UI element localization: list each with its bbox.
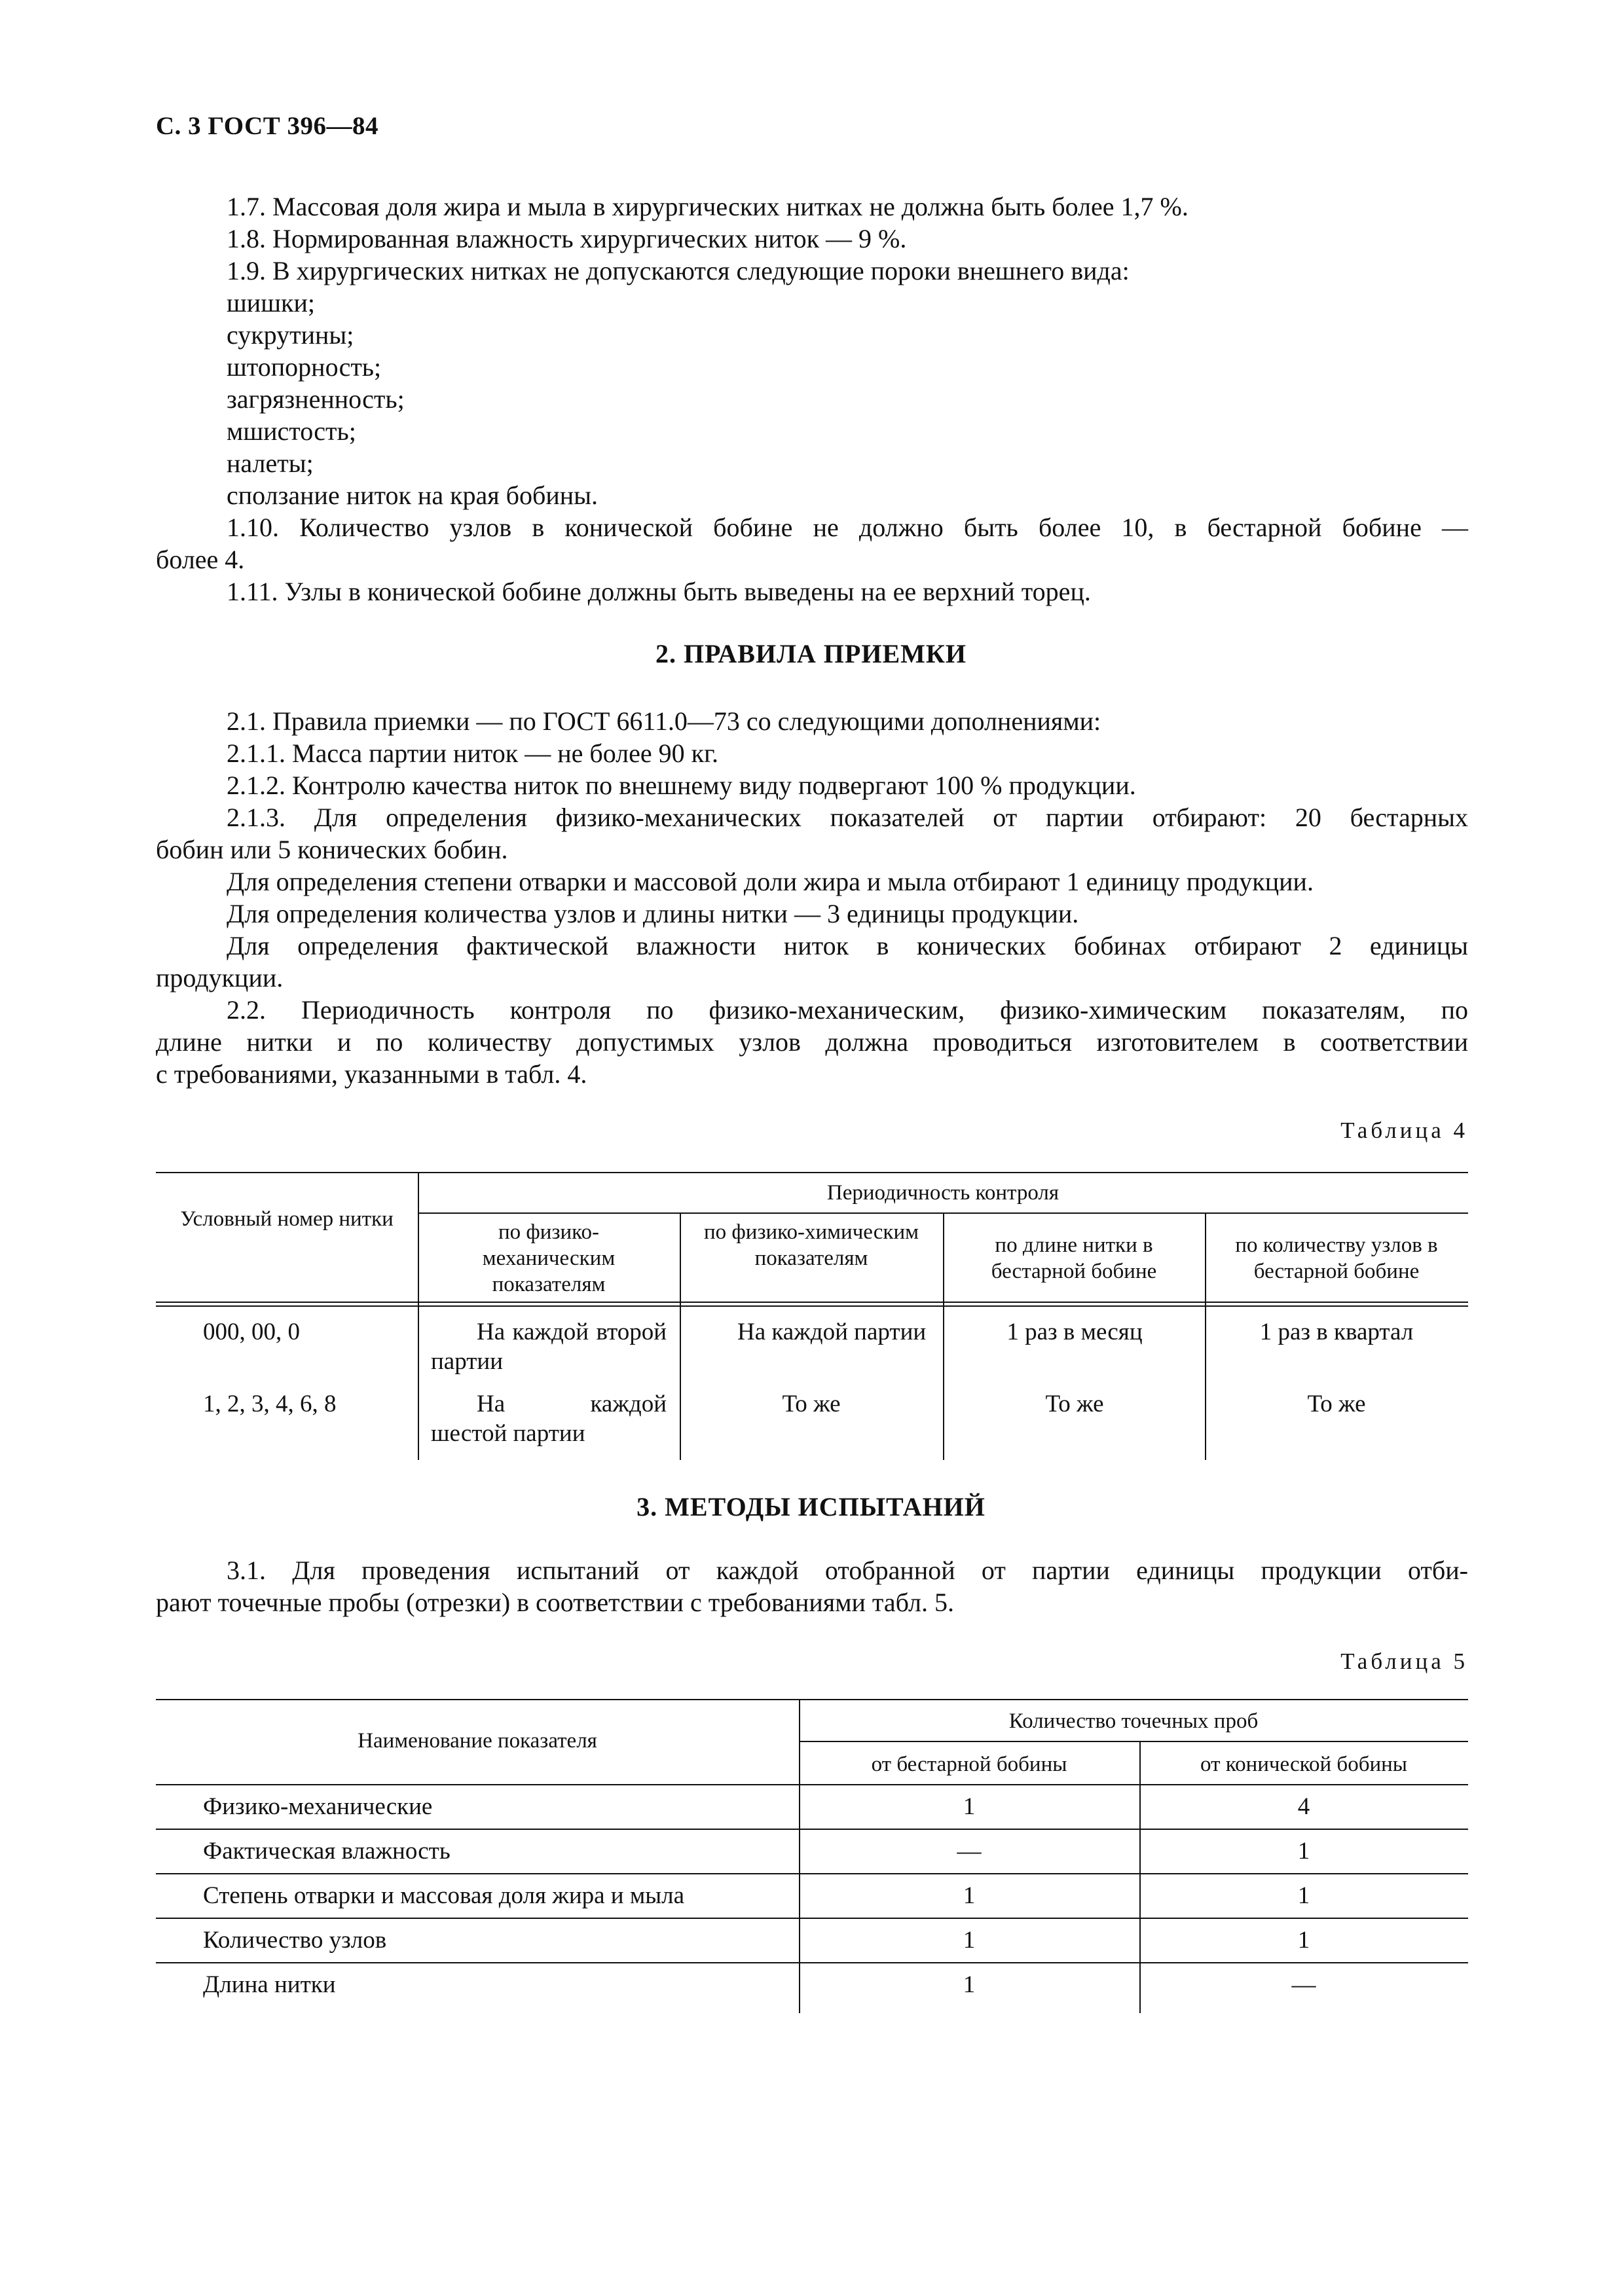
table-header-col0: Условный номер нитки	[180, 1207, 394, 1231]
table-cell: Физико-механические	[203, 1793, 433, 1820]
table-cell: 1	[963, 1793, 976, 1820]
clause-2-2-cont: с требованиями, указанными в табл. 4.	[156, 1059, 587, 1089]
defect-item: налеты;	[227, 448, 314, 478]
table-cell: Степень отварки и массовая доля жира и мыла	[203, 1882, 685, 1909]
clause-1-8: 1.8. Нормированная влажность хирургических ниток — 9 %.	[227, 224, 907, 253]
clause-2-2-cont: длине нитки и по количеству допустимых узлов должна проводиться изготовителем в соответствии	[156, 1027, 1468, 1057]
table-rule	[418, 1172, 419, 1460]
table-cell: На каждой партии	[737, 1319, 927, 1345]
table-header-col4: по количеству узлов в бестарной бобине	[1235, 1233, 1438, 1283]
clause-3-1: 3.1. Для проведения испытаний от каждой отобранной от партии единицы продукции отби-	[227, 1556, 1468, 1585]
table-rule	[156, 1305, 1468, 1307]
table-cell: То же	[1307, 1391, 1366, 1417]
defect-item: шишки;	[227, 288, 315, 318]
defect-item: штопорность;	[227, 352, 382, 382]
clause-1-9: 1.9. В хирургических нитках не допускаются следующие пороки внешнего вида:	[227, 256, 1130, 285]
clause-3-1-cont: рают точечные пробы (отрезки) в соответствии с требованиями табл. 5.	[156, 1588, 954, 1617]
defect-item: загрязненность;	[227, 384, 405, 414]
table-cell: То же	[782, 1391, 841, 1417]
table-cell: 1	[1297, 1882, 1310, 1909]
table-cell: 1	[1297, 1927, 1310, 1954]
table-cell: Количество узлов	[203, 1927, 387, 1954]
clause-2-2: 2.2. Периодичность контроля по физико-механическим, физико-химическим показателям, по	[227, 995, 1468, 1025]
paragraph: Для определения количества узлов и длины нитки — 3 единицы продукции.	[227, 899, 1079, 928]
table-cell: Фактическая влажность	[203, 1838, 451, 1865]
defect-item: сползание ниток на края бобины.	[227, 481, 599, 510]
table-cell: —	[957, 1838, 982, 1865]
clause-1-10: 1.10. Количество узлов в конической бобине не должно быть более 10, в бестарной бобине —	[227, 513, 1468, 542]
table-rule	[156, 1829, 1468, 1830]
clause-1-11: 1.11. Узлы в конической бобине должны быть выведены на ее верхний торец.	[227, 577, 1091, 606]
table-header-group: Периодичность контроля	[826, 1181, 1060, 1205]
table-rule	[156, 1784, 1468, 1785]
clause-2-1-1: 2.1.1. Масса партии ниток — не более 90 кг.	[227, 738, 718, 768]
table-header-col1: от бестарной бобины	[871, 1753, 1067, 1776]
section-title-3: 3. МЕТОДЫ ИСПЫТАНИЙ	[636, 1492, 986, 1522]
table-rule	[156, 1172, 1468, 1173]
defect-item: мшистость;	[227, 416, 356, 446]
paragraph: Для определения фактической влажности ниток в конических бобинах отбирают 2 единицы	[227, 931, 1468, 960]
table-cell: 1 раз в квартал	[1259, 1319, 1414, 1345]
table-rule	[156, 1918, 1468, 1919]
table-4	[156, 1172, 1468, 1460]
table-cell: 4	[1297, 1793, 1310, 1820]
table-rule	[156, 1962, 1468, 1963]
table-rule	[156, 1699, 1468, 1700]
table-header-col0: Наименование показателя	[358, 1729, 597, 1753]
table-cell: На каждой второй партии	[431, 1319, 667, 1375]
clause-2-1-3: 2.1.3. Для определения физико-механических показателей от партии отбирают: 20 бестарных	[227, 803, 1468, 832]
table-5-caption: Таблица 5	[1340, 1649, 1468, 1674]
section-title-2: 2. ПРАВИЛА ПРИЕМКИ	[655, 639, 967, 668]
clause-1-10-cont: более 4.	[156, 545, 245, 574]
clause-1-7: 1.7. Массовая доля жира и мыла в хирургических нитках не должна быть более 1,7 %.	[227, 192, 1189, 221]
table-header-col1: по физико-механическим показателям	[482, 1220, 616, 1296]
table-cell: 000, 00, 0	[203, 1319, 300, 1345]
table-cell: То же	[1045, 1391, 1104, 1417]
defect-item: сукрутины;	[227, 320, 354, 350]
table-header-col3: по длине нитки в бестарной бобине	[991, 1233, 1157, 1283]
table-header-group: Количество точечных проб	[1008, 1709, 1259, 1733]
table-cell: 1	[963, 1927, 976, 1954]
table-cell: —	[1291, 1971, 1316, 1998]
table-cell: 1	[963, 1971, 976, 1998]
paragraph-cont: продукции.	[156, 963, 284, 993]
table-cell: 1	[963, 1882, 976, 1909]
table-header-col2: по физико-химическим показателям	[704, 1220, 919, 1270]
clause-2-1: 2.1. Правила приемки — по ГОСТ 6611.0—73 со следующими дополнениями:	[227, 706, 1101, 736]
table-rule	[156, 1873, 1468, 1874]
clause-2-1-3-cont: бобин или 5 конических бобин.	[156, 835, 508, 864]
table-cell: 1	[1297, 1838, 1310, 1865]
paragraph: Для определения степени отварки и массовой доли жира и мыла отбирают 1 единицу продукции.	[227, 867, 1314, 896]
table-cell: Длина нитки	[203, 1971, 336, 1998]
table-cell: 1 раз в месяц	[1006, 1319, 1143, 1345]
table-cell: На каждой шестой партии	[431, 1391, 667, 1447]
table-rule	[799, 1741, 1468, 1742]
table-4-caption: Таблица 4	[1340, 1118, 1468, 1143]
table-cell: 1, 2, 3, 4, 6, 8	[203, 1391, 337, 1417]
clause-2-1-2: 2.1.2. Контролю качества ниток по внешнему виду подвергают 100 % продукции.	[227, 771, 1136, 800]
table-rule	[156, 1302, 1468, 1303]
table-5	[156, 1699, 1468, 2013]
table-header-col2: от конической бобины	[1200, 1753, 1407, 1776]
page-header: С. 3 ГОСТ 396—84	[156, 112, 378, 140]
table-rule	[680, 1212, 681, 1460]
